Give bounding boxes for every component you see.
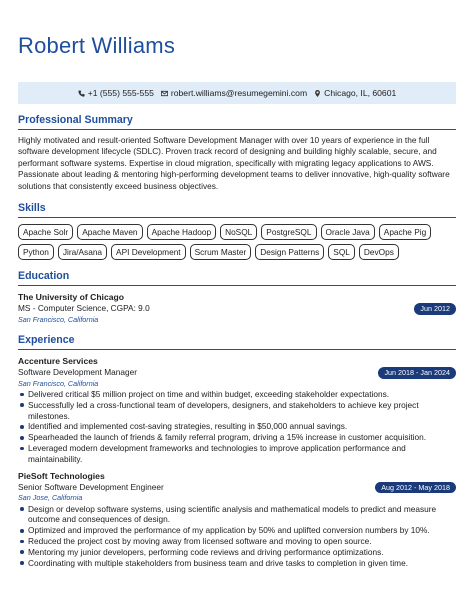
skill-tag: Python — [18, 244, 54, 260]
education-entry — [18, 292, 456, 324]
skills-list — [18, 224, 456, 260]
company-name: PieSoft Technologies — [18, 470, 105, 481]
experience-entry — [18, 356, 456, 465]
email-text[interactable]: robert.williams@resumegemini.com — [170, 88, 308, 98]
skill-tag: Design Patterns — [255, 244, 324, 260]
experience-heading: Experience — [18, 334, 456, 350]
job-bullets — [18, 389, 456, 465]
skill-tag: Oracle Java — [321, 224, 375, 240]
contact-bar — [18, 82, 456, 104]
education-heading: Education — [18, 270, 456, 286]
phone-text: +1 (555) 555-555 — [87, 88, 154, 98]
summary-text: Highly motivated and result-oriented Software Development Manager with over 10 years of experience in the full software development lifecycle (SDLC). Proven track record of designing and building highly scalable, secure, and performant software systems. Expertise in cloud migration, specifically with migrating legacy applications to AWS. Passionate about leading & mentoring high-performing development teams to deliver innovative, high-quality software solutions that consistently exceed business objectives. — [18, 135, 450, 191]
bullet-item: Coordinating with multiple stakeholders from business team and drive tasks to completion in given time. — [18, 558, 456, 569]
bullet-item: Optimized and improved the performance of my application by 50% and uplifted conversion numbers by 10%. — [18, 525, 456, 536]
bullet-item: Delivered critical $5 million project on time and within budget, exceeding stakeholder expectations. — [18, 389, 456, 400]
skill-tag: Scrum Master — [190, 244, 252, 260]
skill-tag: Jira/Asana — [58, 244, 107, 260]
job-date-badge: Jun 2018 - Jan 2024 — [378, 367, 456, 379]
location-text: Chicago, IL, 60601 — [324, 88, 397, 98]
experience-entry — [18, 471, 456, 569]
job-location: San Jose, California — [18, 493, 83, 503]
skill-tag: PostgreSQL — [261, 224, 316, 240]
job-bullets — [18, 504, 456, 569]
bullet-item: Spearheaded the launch of friends & family referral program, driving a 15% increase in customer acquisition. — [18, 432, 456, 443]
bullet-item: Leveraged modern development frameworks and technologies to improve application performance and maintainability. — [18, 443, 456, 465]
job-date-badge: Aug 2012 - May 2018 — [375, 482, 456, 494]
job-location: San Francisco, California — [18, 378, 99, 388]
school-name: The University of Chicago — [18, 292, 125, 303]
skill-tag: SQL — [328, 244, 355, 260]
bullet-item: Design or develop software systems, using scientific analysis and mathematical models to predict and measure outcome and consequences of design. — [18, 504, 456, 526]
education-location: San Francisco, California — [18, 314, 99, 324]
skill-tag: NoSQL — [220, 224, 257, 240]
degree-text: MS - Computer Science, CGPA: 9.0 — [18, 303, 150, 314]
company-name: Accenture Services — [18, 356, 98, 367]
skill-tag: DevOps — [359, 244, 399, 260]
education-date-badge: Jun 2012 — [414, 303, 456, 315]
contact-location — [314, 88, 396, 98]
skill-tag: API Development — [111, 244, 186, 260]
bullet-item: Mentoring my junior developers, performing code reviews and driving performance optimizations. — [18, 547, 456, 558]
skill-tag: Apache Solr — [18, 224, 73, 240]
bullet-item: Successfully led a cross-functional team of developers, designers, and stakeholders to achieve key project milestones. — [18, 400, 456, 422]
job-title: Senior Software Development Engineer — [18, 481, 164, 492]
skill-tag: Apache Pig — [379, 224, 431, 240]
contact-email[interactable] — [161, 88, 307, 98]
skills-heading: Skills — [18, 202, 456, 218]
contact-phone — [78, 88, 154, 98]
bullet-item: Identified and implemented cost-saving strategies, resulting in $50,000 annual savings. — [18, 421, 456, 432]
phone-icon — [78, 90, 85, 97]
bullet-item: Reduced the project cost by moving away from licensed software and moving to open source. — [18, 536, 456, 547]
map-pin-icon — [314, 90, 321, 97]
envelope-icon — [161, 90, 168, 97]
job-title: Software Development Manager — [18, 367, 137, 378]
skill-tag: Apache Hadoop — [147, 224, 217, 240]
summary-heading: Professional Summary — [18, 114, 456, 130]
skill-tag: Apache Maven — [77, 224, 142, 240]
candidate-name: Robert Williams — [18, 33, 176, 58]
